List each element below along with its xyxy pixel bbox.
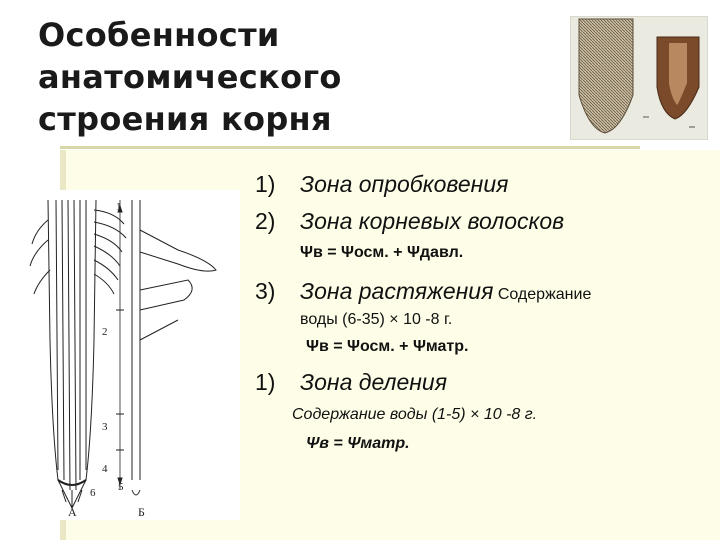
diagram-letter-b: Б	[138, 505, 145, 519]
zone-3	[255, 278, 591, 305]
root-tip-photos-image	[571, 17, 707, 139]
zone-4-label: Зона деления	[300, 369, 447, 395]
diagram-label-3: 3	[102, 421, 108, 433]
diagram-label-5: 5	[118, 481, 124, 493]
title-line-2: анатомического	[38, 58, 342, 96]
slide-title	[38, 14, 398, 140]
zone-3-formula: Ψв = Ψосм. + Ψматр.	[306, 338, 469, 355]
diagram-letter-a: А	[68, 505, 77, 519]
zone-3-number: 3)	[255, 278, 276, 304]
diagram-label-6: 6	[90, 487, 96, 499]
diagram-label-1: 1	[116, 201, 122, 213]
zone-2-label: Зона корневых волосков	[300, 208, 565, 234]
root-tip-photos	[570, 16, 708, 140]
root-zones-diagram	[28, 190, 240, 520]
zone-3-content-prefix: Содержание	[497, 286, 592, 303]
zone-2-formula: Ψв = Ψосм. + Ψдавл.	[300, 244, 464, 261]
zone-4-content: Содержание воды (1-5) × 10 -8 г.	[292, 406, 538, 423]
root-diagram-drawing	[28, 190, 240, 520]
title-line-1: Особенности	[38, 16, 280, 54]
zone-4-number: 1)	[255, 369, 276, 395]
zone-4-formula: Ψв = Ψматр.	[306, 435, 410, 452]
diagram-label-2: 2	[102, 326, 108, 338]
title-underline	[60, 146, 640, 149]
zone-3-label: Зона растяжения	[300, 278, 494, 304]
zone-3-content: воды (6-35) × 10 -8 г.	[300, 311, 453, 328]
zone-2-number: 2)	[255, 208, 276, 234]
zone-1	[255, 171, 508, 198]
title-line-3: строения корня	[38, 100, 332, 138]
zone-1-label: Зона опробковения	[300, 171, 509, 197]
diagram-label-4: 4	[102, 463, 108, 475]
zone-1-number: 1)	[255, 171, 276, 197]
zone-2	[255, 208, 564, 235]
zone-4	[255, 369, 447, 396]
